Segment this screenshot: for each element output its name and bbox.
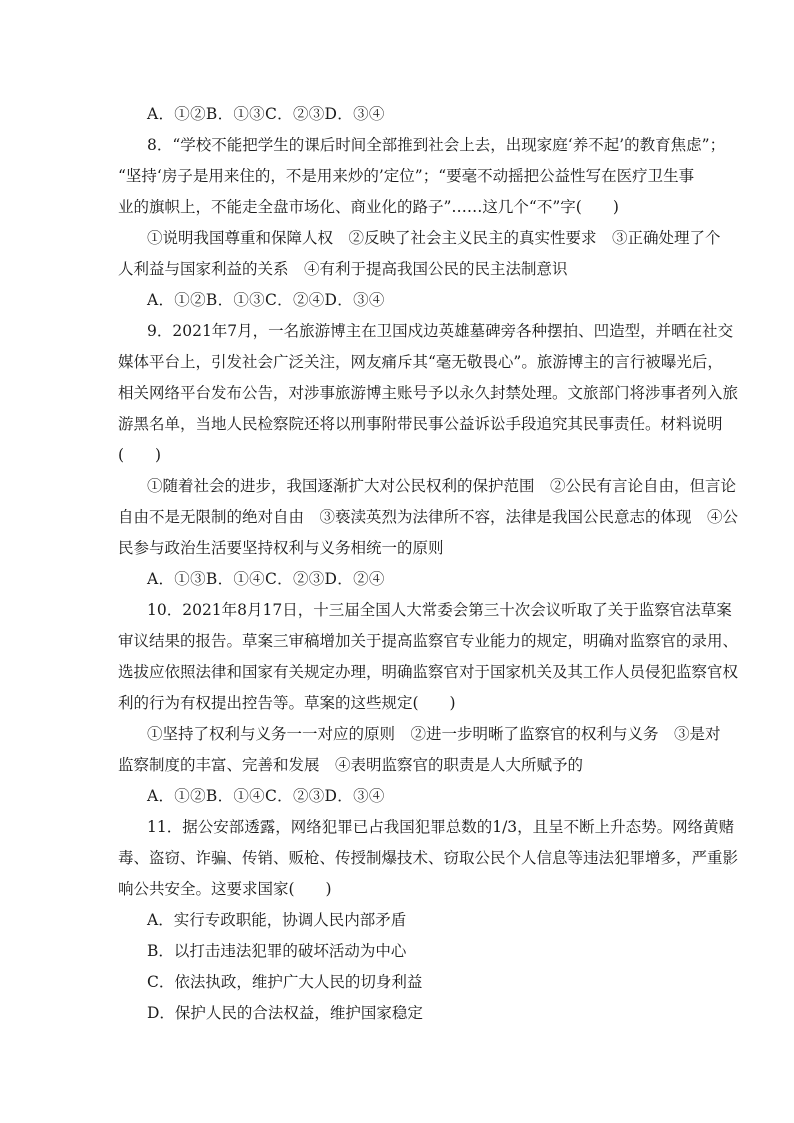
q9-statements-line-2: 自由不是无限制的绝对自由 ③亵渎英烈为法律所不容，法律是我国公民意志的体现 ④公 [118,508,739,526]
q8-stem-line-3: 业的旗帜上，不能走全盘市场化、商业化的路子”……这几个“不”字( ) [118,198,619,216]
q9-answer-options: A．①③B．①④C．②③D．②④ [147,570,385,588]
q11-stem-line-1: 11．据公安部透露，网络犯罪已占我国犯罪总数的1/3，且呈不断上升态势。网络黄赌 [147,818,735,836]
q10-stem-line-3: 选拔应依照法律和国家有关规定办理，明确监察官对于国家机关及其工作人员侵犯监察官权 [118,663,739,681]
q9-stem-line-4: 游黑名单，当地人民检察院还将以刑事附带民事公益诉讼手段追究其民事责任。材料说明 [118,415,723,433]
q11-stem-line-2: 毒、盗窃、诈骗、传销、贩枪、传授制爆技术、窃取公民个人信息等违法犯罪增多，严重影 [118,849,739,867]
q9-stem-line-1: 9．2021年7月，一名旅游博主在卫国戍边英雄墓碑旁各种摆拍、凹造型，并晒在社交 [147,322,734,340]
q7-answer-options: A．①②B．①③C．②③D．③④ [147,105,385,123]
q10-stem-line-4: 利的行为有权提出控告等。草案的这些规定( ) [118,694,456,712]
q11-option-a: A．实行专政职能，协调人民内部矛盾 [147,911,407,929]
q10-statements-line-2: 监察制度的丰富、完善和发展 ④表明监察官的职责是人大所赋予的 [118,756,584,774]
q11-option-c: C．依法执政，维护广大人民的切身利益 [147,973,423,991]
q10-stem-line-1: 10．2021年8月17日，十三届全国人大常委会第三十次会议听取了关于监察官法草案 [147,601,732,619]
q11-option-b: B．以打击违法犯罪的破坏活动为中心 [147,942,407,960]
q11-option-d: D．保护人民的合法权益，维护国家稳定 [147,1004,423,1022]
q9-statements-line-3: 民参与政治生活要坚持权利与义务相统一的原则 [118,539,444,557]
q9-stem-line-3: 相关网络平台发布公告，对涉事旅游博主账号予以永久封禁处理。文旅部门将涉事者列入旅 [118,384,739,402]
q9-stem-line-2: 媒体平台上，引发社会广泛关注，网友痛斥其“毫无敬畏心”。旅游博主的言行被曝光后， [118,353,723,371]
q8-stem-line-2: “坚持‘房子是用来住的，不是用来炒的’定位”；“要毫不动摇把公益性写在医疗卫生事 [118,167,695,185]
q8-statements-line-2: 人利益与国家利益的关系 ④有利于提高我国公民的民主法制意识 [118,260,568,278]
q10-stem-line-2: 审议结果的报告。草案三审稿增加关于提高监察官专业能力的规定，明确对监察官的录用、 [118,632,739,650]
q9-stem-line-5: ( ) [118,446,162,464]
q8-stem-line-1: 8．“学校不能把学生的课后时间全部推到社会上去，出现家庭‘养不起’的教育焦虑”； [147,136,726,154]
q9-statements-line-1: ①随着社会的进步，我国逐渐扩大对公民权利的保护范围 ②公民有言论自由，但言论 [147,477,737,495]
q10-answer-options: A．①②B．①④C．②③D．③④ [147,787,385,805]
q8-statements-line-1: ①说明我国尊重和保障人权 ②反映了社会主义民主的真实性要求 ③正确处理了个 [147,229,721,247]
q11-stem-line-3: 响公共安全。这要求国家( ) [118,880,332,898]
q8-answer-options: A．①②B．①③C．②④D．③④ [147,291,385,309]
q10-statements-line-1: ①坚持了权利与义务一一对应的原则 ②进一步明晰了监察官的权利与义务 ③是对 [147,725,721,743]
